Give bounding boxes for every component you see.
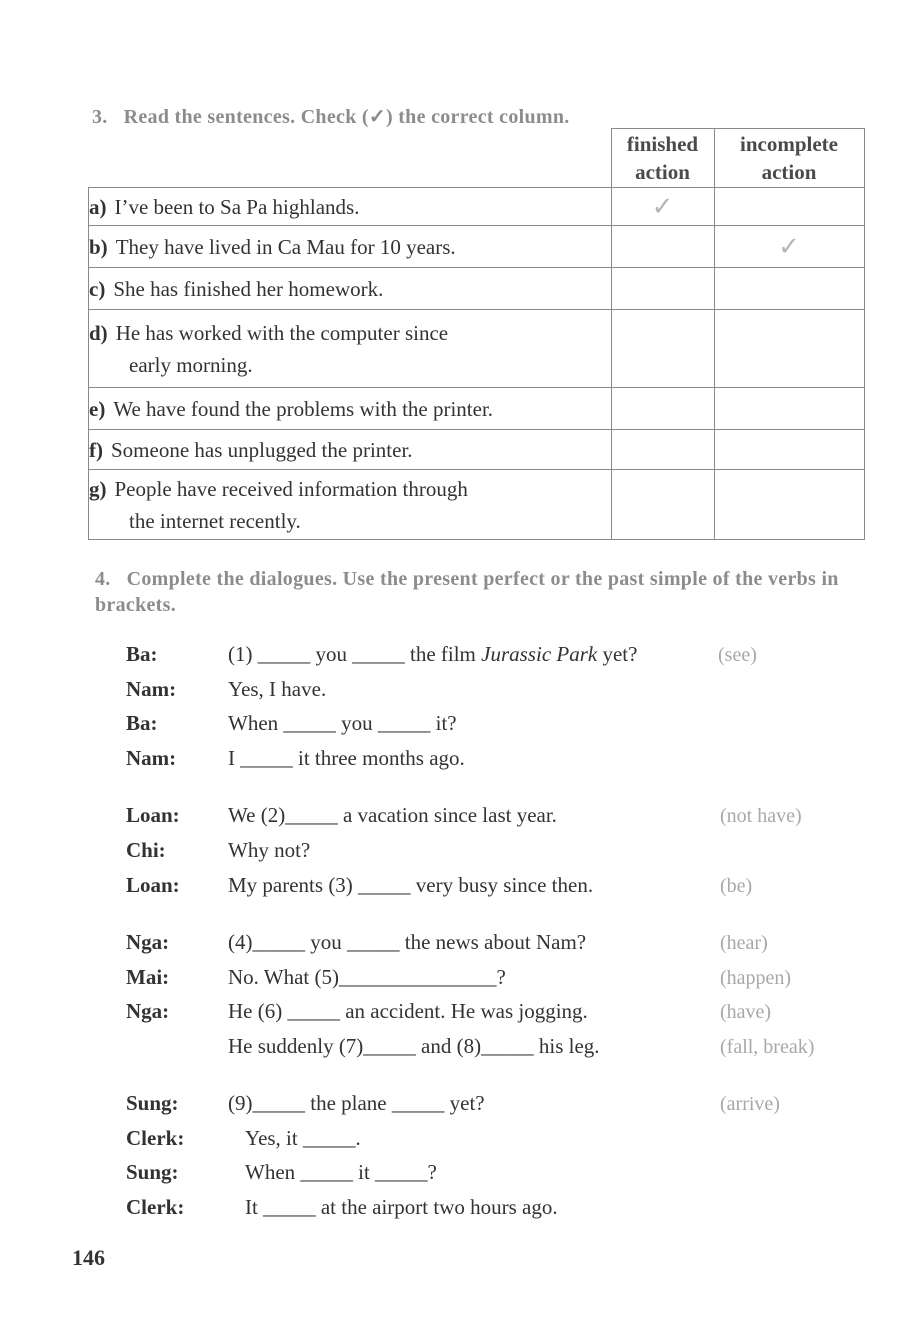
exercise-3-instruction: Read the sentences. Check (✓) the correct column. (123, 106, 570, 128)
sentence-text: She has finished her homework. (113, 276, 384, 301)
speaker-name: Mai: (126, 965, 170, 989)
finished-check-cell[interactable] (611, 388, 714, 430)
incomplete-check-cell[interactable] (714, 188, 864, 226)
table-row (89, 470, 865, 540)
finished-check-cell[interactable] (611, 310, 714, 388)
exercise-3-number: 3. (92, 106, 108, 128)
sentence-cell (89, 188, 612, 226)
finished-check-cell[interactable] (611, 226, 714, 268)
speaker-name: Loan: (126, 873, 180, 897)
exercise-3-heading (92, 104, 570, 129)
speaker-name: Nam: (126, 677, 177, 701)
sentence-label: f) (89, 437, 103, 462)
incomplete-check-cell[interactable] (714, 388, 864, 430)
dialogue-line: We (2)_____ a vacation since last year. (228, 803, 557, 827)
exercise-4-number: 4. (95, 568, 111, 590)
verb-hint: (have) (720, 1001, 772, 1023)
sentence-text: He has worked with the computer since (115, 320, 449, 345)
sentence-label: e) (89, 396, 106, 421)
incomplete-check-cell[interactable] (714, 268, 864, 310)
sentence-text: I’ve been to Sa Pa highlands. (114, 194, 360, 219)
sentence-label: g) (89, 476, 107, 501)
sentence-continuation: early morning. (129, 352, 253, 377)
check-table (88, 128, 865, 540)
verb-hint: (be) (720, 875, 753, 897)
speaker-name: Loan: (126, 803, 180, 827)
exercise-4-heading (95, 566, 885, 618)
header-finished-action: finished action (611, 129, 714, 188)
sentence-text: We have found the problems with the printer. (113, 396, 494, 421)
finished-check-cell[interactable] (611, 470, 714, 540)
dialogue-line: When _____ you _____ it? (228, 711, 457, 735)
speaker-name: Nam: (126, 746, 177, 770)
verb-hint: (happen) (720, 967, 792, 989)
table-row (89, 188, 865, 226)
exercise-4-instruction: Complete the dialogues. Use the present perfect or the past simple of the verbs in brackets. (95, 568, 839, 616)
speaker-name: Clerk: (126, 1126, 185, 1150)
sentence-cell (89, 388, 612, 430)
sentence-label: a) (89, 194, 107, 219)
sentence-cell (89, 268, 612, 310)
dialogue-line: He (6) _____ an accident. He was jogging. (228, 999, 588, 1023)
finished-check-cell[interactable] (611, 268, 714, 310)
verb-hint: (fall, break) (720, 1036, 815, 1058)
film-title: Jurassic Park (481, 642, 598, 666)
dialogue-line: When _____ it _____? (245, 1160, 437, 1184)
verb-hint: (arrive) (720, 1093, 780, 1115)
dialogue-text: (1) _____ you _____ the film (228, 642, 482, 666)
dialogue-text: yet? (597, 642, 638, 666)
speaker-name: Nga: (126, 930, 170, 954)
dialogue-line: Why not? (228, 838, 311, 862)
speaker-name: Sung: (126, 1091, 179, 1115)
dialogue-line: My parents (3) _____ very busy since then. (228, 873, 594, 897)
incomplete-check-cell[interactable] (714, 430, 864, 470)
incomplete-check-cell[interactable]: ✓ (714, 226, 864, 268)
verb-hint: (see) (718, 644, 757, 666)
table-header-row (89, 129, 865, 188)
table-row (89, 268, 865, 310)
sentence-text: They have lived in Ca Mau for 10 years. (115, 234, 456, 259)
dialogue-line: Yes, I have. (228, 677, 327, 701)
table-row (89, 388, 865, 430)
sentence-continuation: the internet recently. (129, 508, 301, 533)
dialogue-line: It _____ at the airport two hours ago. (245, 1195, 558, 1219)
incomplete-check-cell[interactable] (714, 470, 864, 540)
finished-check-cell[interactable] (611, 430, 714, 470)
sentence-cell (89, 226, 612, 268)
header-incomplete-action: incomplete action (714, 129, 864, 188)
sentence-text: People have received information through (114, 476, 468, 501)
dialogue-line (228, 642, 637, 667)
verb-hint: (hear) (720, 932, 768, 954)
finished-check-cell[interactable]: ✓ (611, 188, 714, 226)
table-row (89, 310, 865, 388)
speaker-name: Ba: (126, 642, 158, 666)
speaker-name: Clerk: (126, 1195, 185, 1219)
sentence-label: b) (89, 234, 108, 259)
sentence-label: d) (89, 320, 108, 345)
sentence-cell (89, 430, 612, 470)
speaker-name: Nga: (126, 999, 170, 1023)
sentence-text: Someone has unplugged the printer. (111, 437, 413, 462)
speaker-name: Ba: (126, 711, 158, 735)
table-row (89, 430, 865, 470)
table-row (89, 226, 865, 268)
dialogue-line: He suddenly (7)_____ and (8)_____ his leg. (228, 1034, 600, 1058)
dialogue-line: I _____ it three months ago. (228, 746, 465, 770)
sentence-cell (89, 310, 612, 388)
dialogue-line: (9)_____ the plane _____ yet? (228, 1091, 485, 1115)
speaker-name: Chi: (126, 838, 166, 862)
dialogue-line: Yes, it _____. (245, 1126, 361, 1150)
verb-hint: (not have) (720, 805, 802, 827)
dialogue-line: No. What (5)_______________? (228, 965, 506, 989)
page-number: 146 (72, 1245, 105, 1270)
sentence-cell (89, 470, 612, 540)
incomplete-check-cell[interactable] (714, 310, 864, 388)
dialogue-line: (4)_____ you _____ the news about Nam? (228, 930, 587, 954)
sentence-label: c) (89, 276, 106, 301)
speaker-name: Sung: (126, 1160, 179, 1184)
